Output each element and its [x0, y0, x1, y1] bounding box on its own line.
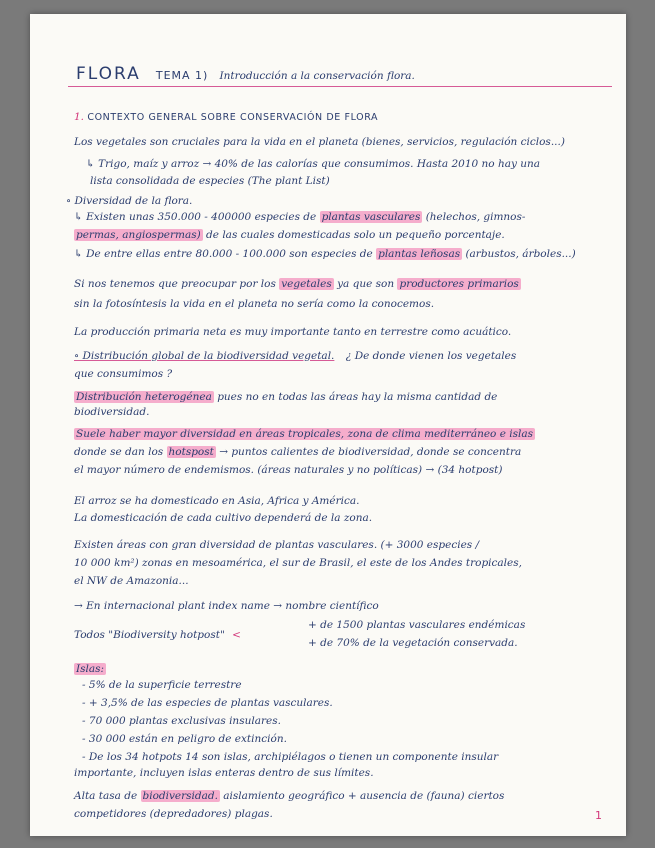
highlight: productores primarios	[399, 278, 519, 290]
highlight: plantas leñosas	[378, 248, 461, 260]
highlight: plantas vasculares	[321, 211, 421, 223]
note-line: Alta tasa de biodiversidad. aislamiento geográfico + ausencia de (fauna) ciertos	[74, 790, 505, 802]
note-line: Todos "Biodiversity hotpost" <	[74, 629, 241, 641]
note-line: Si nos tenemos que preocupar por los vegetales ya que son productores primarios	[74, 278, 519, 290]
title-subject: FLORA	[76, 64, 141, 84]
section-1-heading: 1. CONTEXTO GENERAL SOBRE CONSERVACIÓN DE FLORA	[74, 111, 379, 123]
note-line: La domesticación de cada cultivo dependerá de la zona.	[74, 512, 373, 524]
note-line: ↳ Existen unas 350.000 - 400000 especies de plantas vasculares (helechos, gimnos-	[74, 211, 526, 223]
note-line: + de 1500 plantas vasculares endémicas	[308, 619, 526, 631]
note-line: ∘ Distribución global de la biodiversidad vegetal. ¿ De donde vienen los vegetales	[74, 350, 517, 362]
list-item: - De los 34 hotpots 14 son islas, archipiélagos o tienen un componente insular	[82, 751, 499, 763]
note-line: el mayor número de endemismos. (áreas naturales y no políticas) → (34 hotpost)	[74, 464, 503, 476]
note-line: ∘ Diversidad de la flora.	[66, 195, 193, 207]
note-line: El arroz se ha domesticado en Asia, Africa y América.	[74, 495, 360, 507]
note-line	[74, 662, 604, 676]
title-tema: TEMA 1)	[155, 69, 209, 82]
list-item: - 70 000 plantas exclusivas insulares.	[82, 715, 281, 727]
list-item: - + 3,5% de las especies de plantas vasculares.	[82, 697, 333, 709]
highlight: biodiversidad.	[142, 790, 218, 802]
highlight: Islas:	[76, 663, 105, 675]
note-line: que consumimos ?	[74, 368, 173, 380]
note-line: lista consolidada de especies (The plant List)	[90, 175, 330, 187]
note-line: ↳ De entre ellas entre 80.000 - 100.000 son especies de plantas leñosas (arbustos, árboles...)	[74, 248, 576, 260]
note-line: 10 000 km²) zonas en mesoamérica, el sur de Brasil, el este de los Andes tropicales,	[74, 557, 522, 569]
title-divider	[68, 86, 612, 87]
bracket-icon: <	[232, 629, 241, 641]
note-line	[74, 427, 604, 441]
page-number: 1	[595, 809, 602, 822]
list-item: - 5% de la superficie terrestre	[82, 679, 242, 691]
notebook-page	[30, 14, 626, 836]
note-line: sin la fotosíntesis la vida en el planeta no sería como la conocemos.	[74, 298, 435, 310]
note-line: el NW de Amazonia...	[74, 575, 189, 587]
note-line: ↳ Trigo, maíz y arroz → 40% de las calorías que consumimos. Hasta 2010 no hay una	[86, 158, 541, 170]
title-topic: Introducción a la conservación flora.	[219, 70, 415, 82]
highlight: Suele haber mayor diversidad en áreas tropicales, zona de clima mediterráneo e islas	[76, 428, 534, 440]
highlight: hotspost	[168, 446, 214, 458]
page-title	[76, 64, 415, 84]
note-line: permas, angiospermas) de las cuales domesticadas solo un pequeño porcentaje.	[76, 229, 505, 241]
list-item: - 30 000 están en peligro de extinción.	[82, 733, 287, 745]
highlight: vegetales	[281, 278, 332, 290]
note-line: La producción primaria neta es muy importante tanto en terrestre como acuático.	[74, 326, 512, 338]
note-line: donde se dan los hotspost → puntos calientes de biodiversidad, donde se concentra	[74, 446, 522, 458]
note-line: biodiversidad.	[74, 406, 150, 418]
highlight: Distribución heterogénea	[76, 391, 212, 403]
note-line: importante, incluyen islas enteras dentro de sus límites.	[74, 767, 374, 779]
note-line: + de 70% de la vegetación conservada.	[308, 637, 518, 649]
highlight: permas, angiospermas)	[76, 229, 201, 241]
note-line: Los vegetales son cruciales para la vida en el planeta (bienes, servicios, regulación ciclos...)	[74, 136, 565, 148]
note-line: → En internacional plant index name → nombre científico	[74, 600, 379, 612]
note-line: Existen áreas con gran diversidad de plantas vasculares. (+ 3000 especies /	[74, 539, 480, 551]
note-line: competidores (depredadores) plagas.	[74, 808, 273, 820]
note-line: Distribución heterogénea pues no en todas las áreas hay la misma cantidad de	[76, 391, 498, 403]
